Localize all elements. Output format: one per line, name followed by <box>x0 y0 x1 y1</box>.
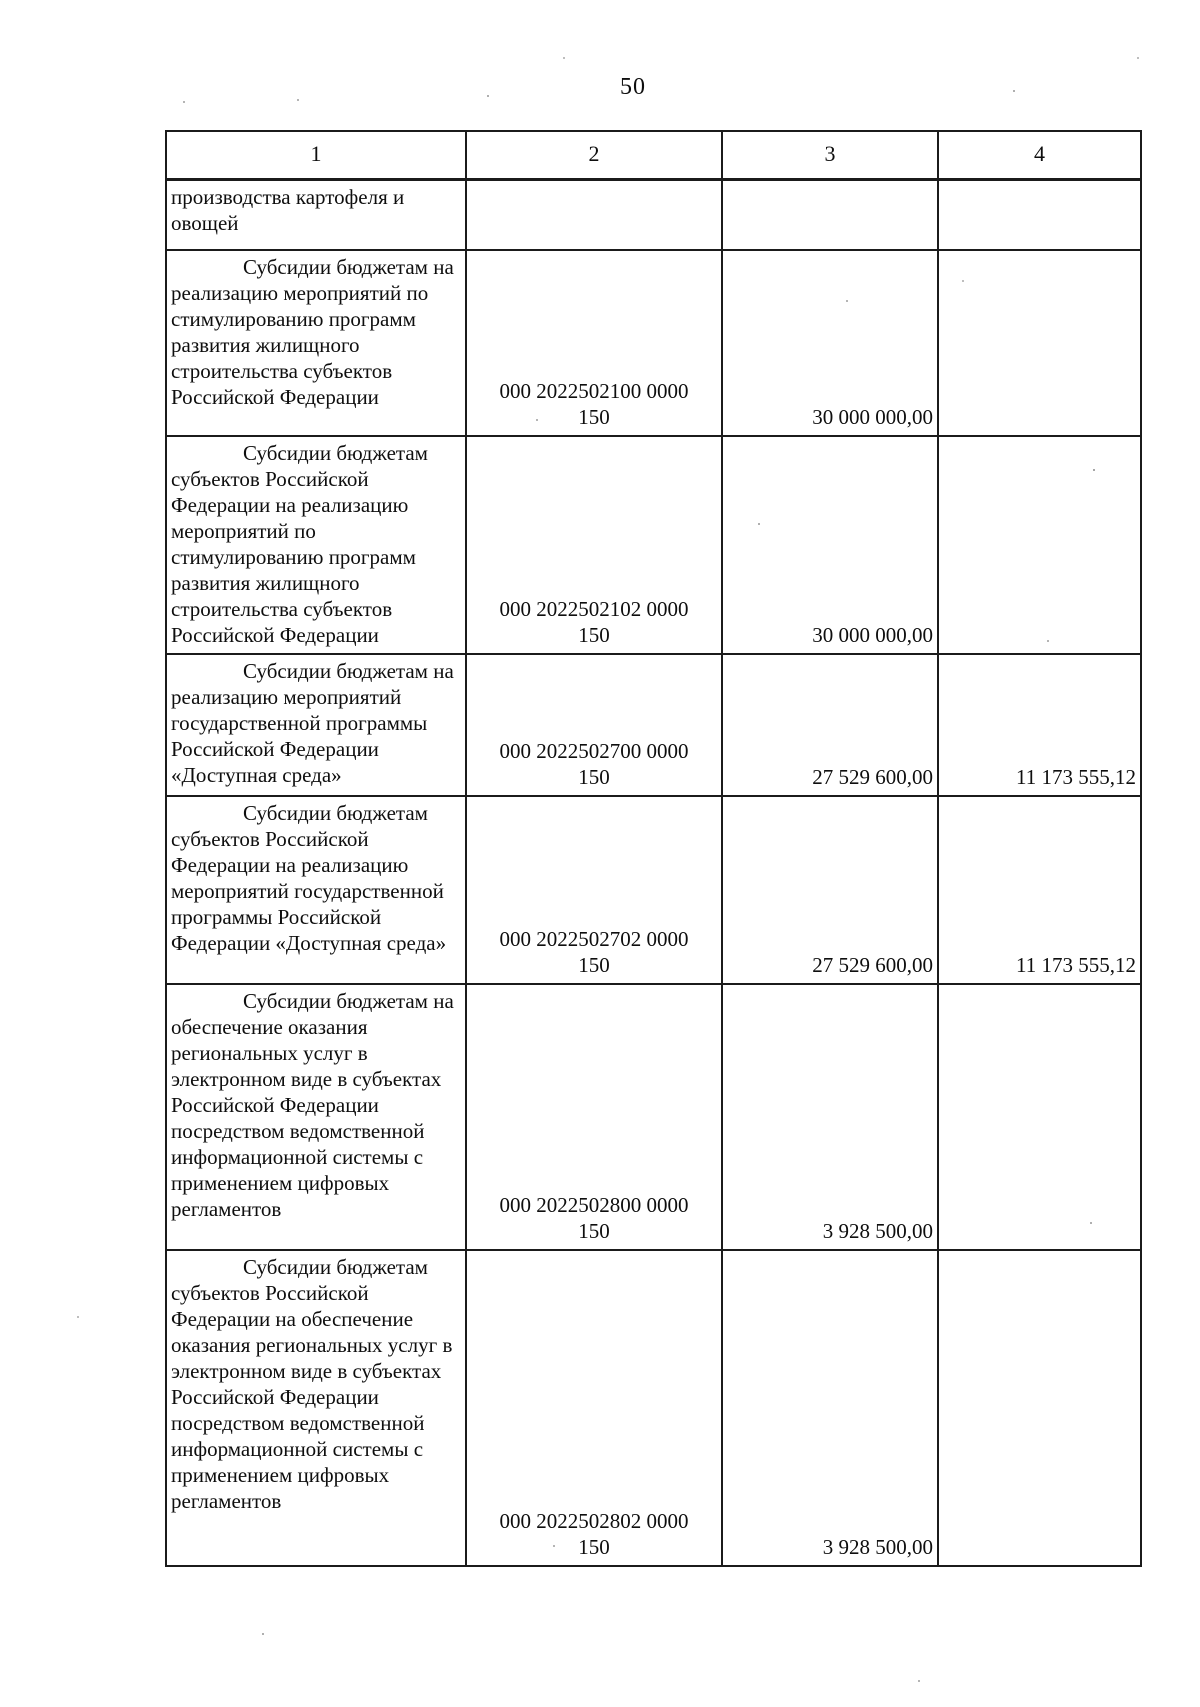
row-code-cell <box>466 796 722 984</box>
row-amount-cell: 27 529 600,00 <box>722 796 938 984</box>
row-code-cell <box>466 984 722 1250</box>
row-code-cell <box>466 1250 722 1566</box>
row-amount-cell: 30 000 000,00 <box>722 436 938 654</box>
row-amount-secondary-cell <box>938 180 1141 251</box>
column-header-2: 2 <box>466 131 722 180</box>
row-amount-secondary-cell: 11 173 555,12 <box>938 796 1141 984</box>
code-line-1: 000 2022502800 0000 <box>499 1193 689 1217</box>
row-name-cell: производства картофеля и овощей <box>166 180 466 251</box>
code-line-1: 000 2022502100 0000 <box>499 379 689 403</box>
code-line-2: 150 <box>578 623 610 647</box>
table-row <box>166 436 1141 654</box>
table-header-row <box>166 131 1141 180</box>
row-code-cell <box>466 180 722 251</box>
row-amount-secondary-cell <box>938 436 1141 654</box>
page-number: 50 <box>620 74 646 100</box>
row-amount-secondary-cell <box>938 984 1141 1250</box>
row-name-cell: Субсидии бюджетам на реализацию мероприятий по стимулированию программ развития жилищного строительства субъектов Российской Федерации <box>166 250 466 436</box>
code-line-2: 150 <box>578 1535 610 1559</box>
row-amount-secondary-cell <box>938 1250 1141 1566</box>
column-header-1: 1 <box>166 131 466 180</box>
code-line-2: 150 <box>578 765 610 789</box>
row-code-cell <box>466 250 722 436</box>
row-amount-cell: 3 928 500,00 <box>722 984 938 1250</box>
code-line-1: 000 2022502802 0000 <box>499 1509 689 1533</box>
table-row <box>166 1250 1141 1566</box>
row-code-cell <box>466 436 722 654</box>
row-name-cell: Субсидии бюджетам на реализацию мероприятий государственной программы Российской Федерации «Доступная среда» <box>166 654 466 796</box>
column-header-4: 4 <box>938 131 1141 180</box>
code-line-2: 150 <box>578 1219 610 1243</box>
budget-subsidies-table <box>165 130 1142 1567</box>
table-body <box>166 180 1141 1567</box>
table-row <box>166 180 1141 251</box>
table-row <box>166 654 1141 796</box>
row-name-cell: Субсидии бюджетам субъектов Российской Федерации на реализацию мероприятий государственной программы Российской Федерации «Доступная среда» <box>166 796 466 984</box>
row-amount-secondary-cell: 11 173 555,12 <box>938 654 1141 796</box>
code-line-2: 150 <box>578 405 610 429</box>
row-amount-cell: 30 000 000,00 <box>722 250 938 436</box>
code-line-1: 000 2022502102 0000 <box>499 597 689 621</box>
table-header <box>166 131 1141 180</box>
row-name-cell: Субсидии бюджетам субъектов Российской Федерации на обеспечение оказания региональных услуг в электронном виде в субъектах Российской Федерации посредством ведомственной информационной системы с применением цифровых регламентов <box>166 1250 466 1566</box>
table-row <box>166 796 1141 984</box>
row-amount-cell: 3 928 500,00 <box>722 1250 938 1566</box>
code-line-1: 000 2022502702 0000 <box>499 927 689 951</box>
row-amount-cell: 27 529 600,00 <box>722 654 938 796</box>
column-header-3: 3 <box>722 131 938 180</box>
row-name-cell: Субсидии бюджетам на обеспечение оказания региональных услуг в электронном виде в субъектах Российской Федерации посредством ведомственной информационной системы с применением цифровых регламентов <box>166 984 466 1250</box>
scan-noise-artifacts <box>0 0 2 2</box>
table-row <box>166 250 1141 436</box>
row-name-cell: Субсидии бюджетам субъектов Российской Федерации на реализацию мероприятий по стимулированию программ развития жилищного строительства субъектов Российской Федерации <box>166 436 466 654</box>
code-line-2: 150 <box>578 953 610 977</box>
row-amount-secondary-cell <box>938 250 1141 436</box>
code-line-1: 000 2022502700 0000 <box>499 739 689 763</box>
row-code-cell <box>466 654 722 796</box>
table-row <box>166 984 1141 1250</box>
row-amount-cell <box>722 180 938 251</box>
